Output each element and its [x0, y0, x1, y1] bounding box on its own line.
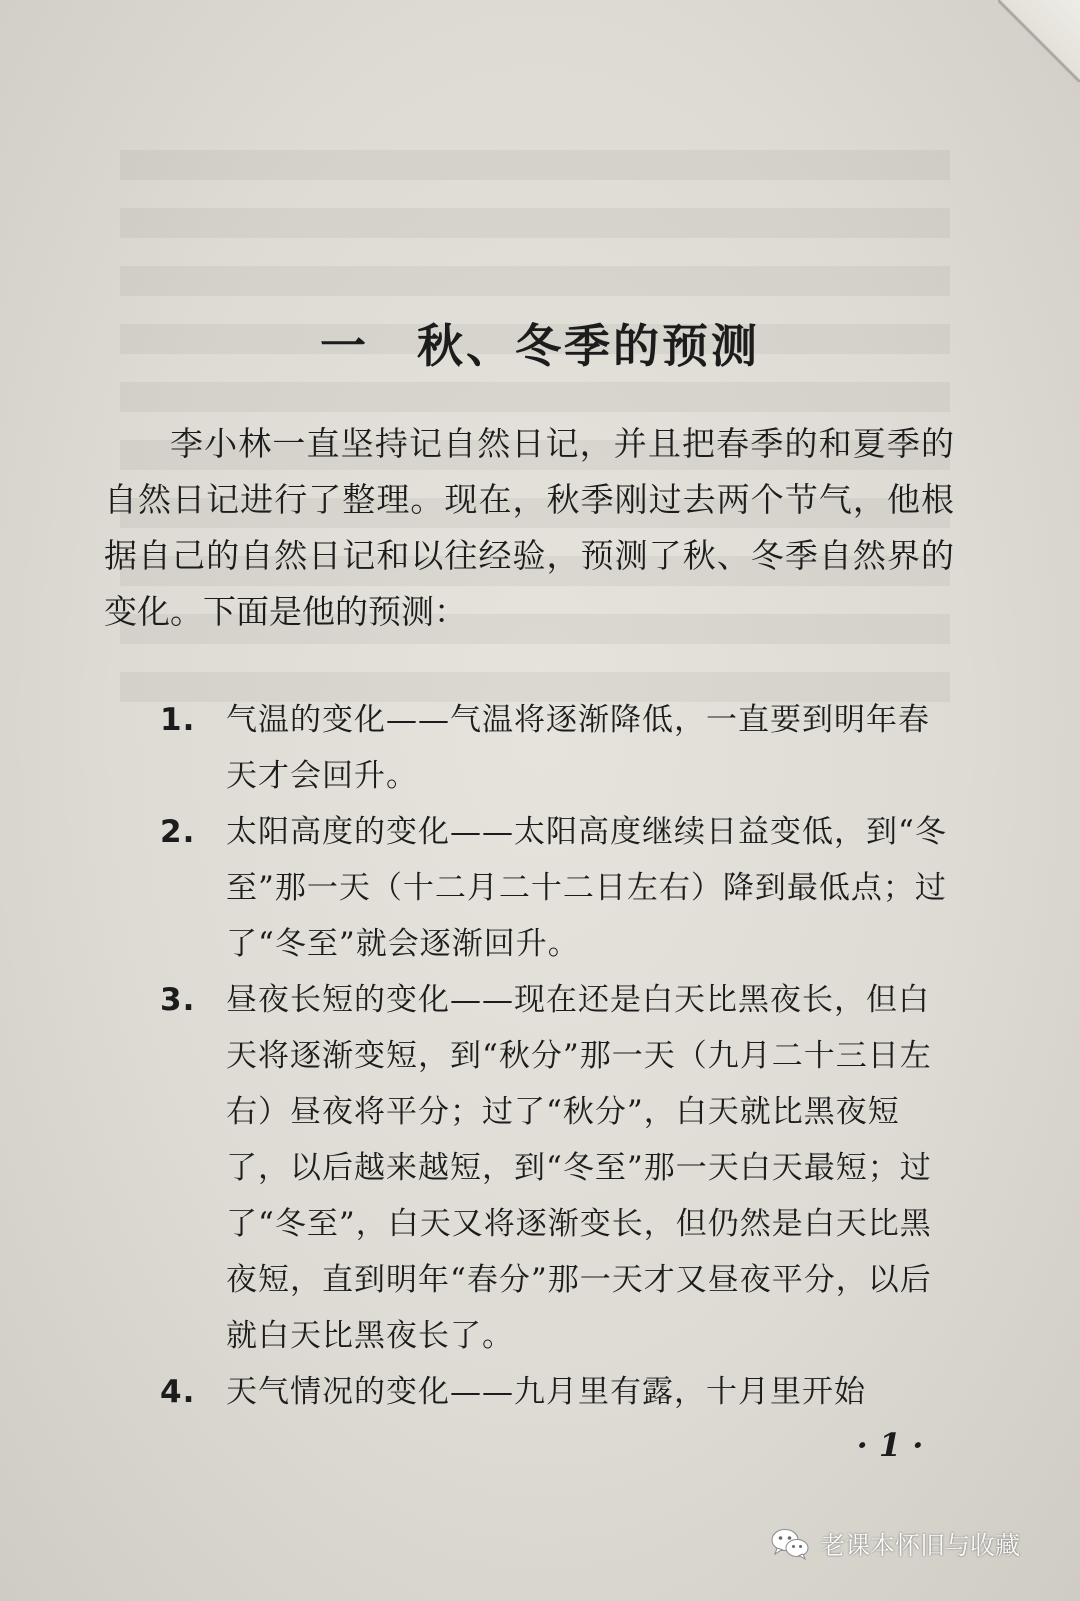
wechat-icon: [770, 1527, 810, 1561]
list-item-text: 太阳高度的变化——太阳高度继续日益变低，到“冬至”那一天（十二月二十二日左右）降到最低点；过了“冬至”就会逐渐回升。: [226, 814, 947, 962]
intro-paragraph: 李小林一直坚持记自然日记，并且把春季的和夏季的自然日记进行了整理。现在，秋季刚过去两个节气，他根据自己的自然日记和以往经验，预测了秋、冬季自然界的变化。下面是他的预测：: [104, 424, 954, 631]
page-number: · 1 ·: [856, 1426, 924, 1464]
watermark-text: 老课本怀旧与收藏: [820, 1531, 1021, 1560]
list-item: [160, 692, 960, 804]
chapter-title-text: 秋、冬季的预测: [417, 319, 760, 373]
list-item-number: 4.: [160, 1374, 196, 1410]
list-item-number: 3.: [160, 982, 196, 1018]
watermark: [770, 1526, 1020, 1562]
folded-page-corner: [998, 0, 1080, 82]
list-item-text: 昼夜长短的变化——现在还是白天比黑夜长，但白天将逐渐变短，到“秋分”那一天（九月二十三日左右）昼夜将平分；过了“秋分”，白天就比黑夜短了，以后越来越短，到“冬至”那一天白天最短；过了“冬至”，白天又将逐渐变长，但仍然是白天比黑夜短，直到明年“春分”那一天才又昼夜平分，以后就白天比黑夜长了。: [226, 982, 932, 1354]
list-item: [160, 804, 960, 972]
list-item: [160, 1364, 960, 1420]
list-item-text: 气温的变化——气温将逐渐降低，一直要到明年春天才会回升。: [226, 702, 930, 794]
chapter-title: [0, 310, 1080, 376]
list-item: [160, 972, 960, 1364]
list-item-number: 2.: [160, 814, 196, 850]
list-item-text: 天气情况的变化——九月里有露，十月里开始: [226, 1374, 866, 1410]
list-item-number: 1.: [160, 702, 196, 738]
chapter-number: 一: [320, 319, 369, 373]
